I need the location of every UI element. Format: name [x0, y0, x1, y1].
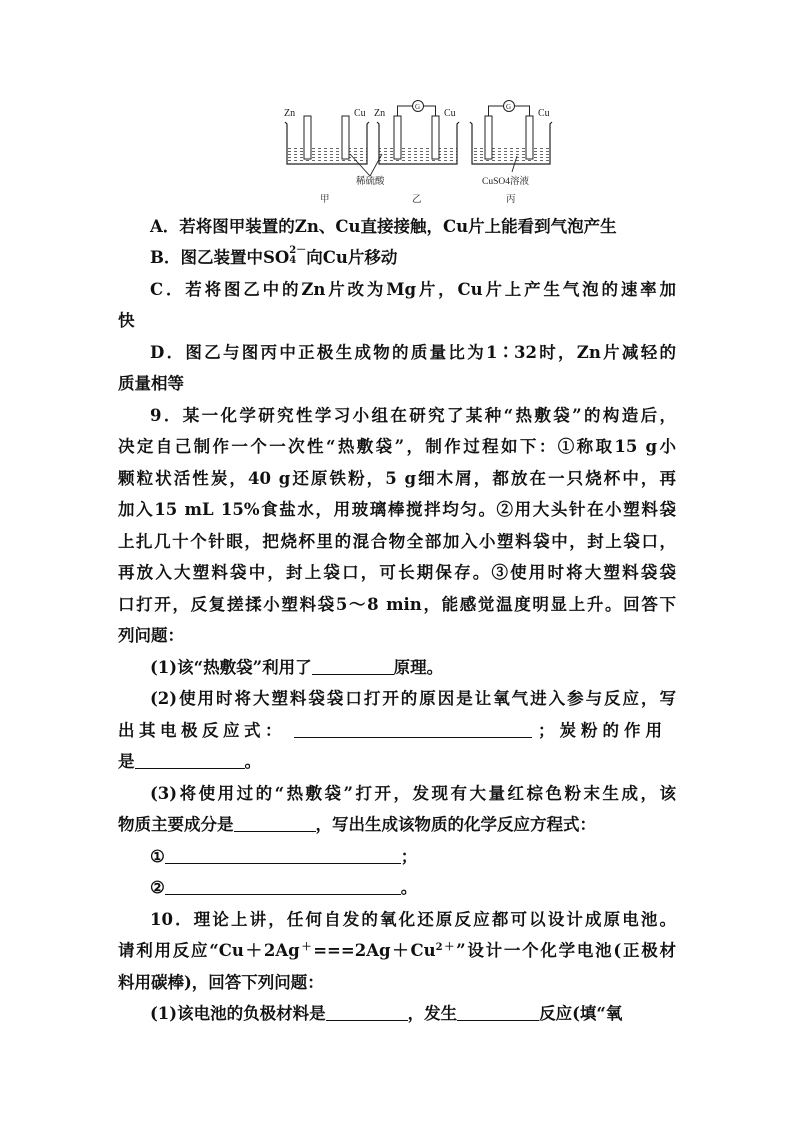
zn-electrode-bing — [485, 116, 492, 159]
galvanometer-label-yi: G — [415, 103, 421, 111]
option-d-line2: 质量相等 — [118, 374, 184, 393]
label-zn-yi: Zn — [374, 108, 386, 119]
name-yi: 乙 — [412, 195, 422, 205]
option-c-line2: 快 — [118, 311, 135, 330]
answer-blank-q10-1a[interactable] — [326, 1002, 408, 1021]
label-zn-jia: Zn — [284, 108, 296, 119]
answer-blank-q9-eq1[interactable] — [165, 845, 401, 864]
name-bing: 丙 — [506, 195, 516, 205]
answer-blank-q9-eq2[interactable] — [165, 876, 401, 895]
option-d-line1: D．图乙与图丙中正极生成物的质量比为1∶32时，Zn片减轻的 — [150, 343, 676, 362]
q9-part3-line2: 物质主要成分是 ，写出生成该物质的化学反应方程式： — [118, 815, 596, 834]
q9-line5: 上扎几十个针眼，把烧杯里的混合物全部加入小塑料袋中，封上袋口， — [118, 532, 676, 551]
zn-electrode-yi — [394, 116, 401, 159]
q9-part2-line3: 是 。 — [118, 752, 261, 771]
caption-electrolyte: 稀硫酸 — [356, 177, 385, 187]
q9-line4: 加入15 mL 15%食盐水，用玻璃棒搅拌均匀。②用大头针在小塑料袋 — [118, 500, 676, 519]
cu-electrode-jia — [342, 116, 349, 159]
q9-part2-line1: (2)使用时将大塑料袋袋口打开的原因是让氧气进入参与反应，写 — [150, 689, 676, 708]
answer-blank-q9-3a[interactable] — [234, 813, 316, 832]
cu-electrode-bing — [526, 116, 533, 159]
zn-electrode-jia — [304, 116, 311, 159]
beaker-yi — [374, 101, 459, 165]
answer-blank-q9-2a[interactable] — [294, 719, 532, 738]
q9-part3-eq1: ① ； — [150, 847, 418, 866]
galvanic-cells-figure — [282, 96, 558, 208]
q9-line7: 口打开，反复搓揉小塑料袋5～8 min，能感觉温度明显上升。回答下 — [118, 595, 676, 614]
q10-part1: (1)该电池的负极材料是 ，发生 反应(填“氧 — [150, 1004, 623, 1023]
answer-blank-q10-1b[interactable] — [457, 1002, 539, 1021]
option-b: B．图乙装置中SO 2－ 4 向Cu片移动 — [150, 245, 398, 267]
q10-line3: 料用碳棒)，回答下列问题： — [118, 973, 324, 992]
q9-line3: 颗粒状活性炭，40 g还原铁粉，5 g细木屑，都放在一只烧杯中，再 — [118, 469, 676, 488]
cu-electrode-yi — [432, 116, 439, 159]
label-cu-bing: Cu — [538, 108, 550, 119]
q9-line1: 9．某一化学研究性学习小组在研究了某种“热敷袋”的构造后， — [150, 406, 676, 425]
q9-line6: 再放入大塑料袋中，封上袋口，可长期保存。③使用时将大塑料袋袋 — [118, 563, 676, 582]
answer-blank-q9-2b[interactable] — [135, 750, 245, 769]
q9-line2: 决定自己制作一个一次性“热敷袋”，制作过程如下：①称取15 g小 — [118, 437, 676, 456]
name-jia: 甲 — [320, 195, 330, 205]
q9-part3-eq2: ② 。 — [150, 878, 418, 897]
label-cu-jia: Cu — [354, 108, 366, 119]
beaker-jia — [284, 108, 369, 164]
q9-part3-line1: (3)将使用过的“热敷袋”打开，发现有大量红棕色粉末生成，该 — [150, 784, 676, 803]
q10-line2: 请利用反应“$Cu+2Ag^+===2Ag+Cu^{2+}$”设计一个化学电池(正极材 — [118, 941, 676, 960]
q9-part2-line2: 出其电极反应式： ；炭粉的作用 — [118, 721, 667, 740]
galvanometer-label-bing: G — [506, 103, 512, 111]
label-cu-yi: Cu — [444, 108, 456, 119]
option-c-line1: C．若将图乙中的Zn片改为Mg片，Cu片上产生气泡的速率加 — [150, 280, 676, 299]
beaker-bing — [470, 101, 552, 165]
q9-line8: 列问题： — [118, 626, 184, 645]
caption-cuso4: CuSO4溶液 — [482, 177, 529, 187]
q10-line1: 10．理论上讲，任何自发的氧化还原反应都可以设计成原电池。 — [150, 910, 676, 929]
answer-blank-q9-1[interactable] — [312, 656, 394, 675]
option-a: A．若将图甲装置的Zn、Cu直接接触，Cu片上能看到气泡产生 — [150, 217, 617, 236]
q9-part1: (1)该“热敷袋”利用了 原理。 — [150, 658, 444, 677]
